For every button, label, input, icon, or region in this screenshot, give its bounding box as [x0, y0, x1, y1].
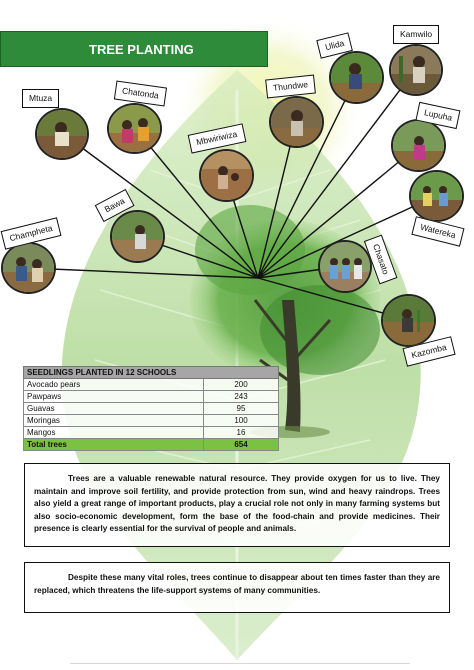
label-kamwilo: Kamwilo	[393, 25, 439, 44]
table-cell-value: 95	[204, 403, 279, 415]
label-ulida: Ulida	[316, 32, 353, 58]
table-cell-value: 200	[204, 379, 279, 391]
photo-lupuha	[391, 119, 446, 172]
label-watereka: Watereka	[412, 216, 465, 246]
text-box-importance	[24, 463, 450, 547]
label-chasato: Chasato	[364, 235, 397, 284]
photo-mtuza	[35, 108, 89, 160]
table-row	[24, 427, 279, 439]
photo-bawa	[110, 210, 165, 263]
photo-mbwiriwiza	[199, 149, 254, 202]
table-row	[24, 415, 279, 427]
table-cell-value: 16	[204, 427, 279, 439]
line-champheta	[28, 268, 258, 278]
label-mtuza: Mtuza	[22, 89, 59, 108]
label-champheta: Champheta	[1, 217, 62, 249]
photo-ulida	[329, 51, 384, 104]
text-box-threat	[24, 562, 450, 613]
photo-champheta	[1, 242, 56, 294]
page-title: TREE PLANTING	[89, 41, 194, 57]
label-chatonda: Chatonda	[114, 81, 167, 106]
photo-kazomba	[381, 294, 436, 347]
photo-thundwe	[269, 96, 324, 148]
table-header-row	[24, 367, 279, 379]
table-row	[24, 379, 279, 391]
label-kazomba: Kazomba	[403, 336, 456, 366]
paragraph-importance: Trees are a valuable renewable natural resource. They provide oxygen for us to live. They maintain and improve soil fertility, and provide protection from sun, wind and heavy raindrops. Trees also yield a great range of important products, play a crucial role not only in many farming systems but also socio-economic development, form the base of the food-chain and provide medicines. Their presence is clearly essential for the survival of people and animals.	[34, 474, 440, 533]
label-mbwiriwiza: Mbwiriwiza	[188, 123, 246, 153]
photo-chasato	[318, 240, 372, 293]
table-cell-value: 243	[204, 391, 279, 403]
photo-chatonda	[107, 103, 162, 154]
label-lupuha: Lupuha	[416, 102, 461, 129]
label-bawa: Bawa	[95, 189, 135, 222]
table-header: SEEDLINGS PLANTED IN 12 SCHOOLS	[24, 367, 279, 379]
table-row	[24, 403, 279, 415]
label-thundwe: Thundwe	[265, 74, 316, 98]
table-cell-item: Avocado pears	[24, 379, 204, 391]
table-cell-item: Mangos	[24, 427, 204, 439]
table-total-label: Total trees	[24, 439, 204, 451]
table-cell-item: Guavas	[24, 403, 204, 415]
photo-kamwilo	[389, 44, 443, 96]
table-total-row	[24, 439, 279, 451]
seedlings-table	[23, 366, 279, 451]
photo-watereka	[409, 170, 464, 222]
table-cell-item: Pawpaws	[24, 391, 204, 403]
table-row	[24, 391, 279, 403]
paragraph-threat: Despite these many vital roles, trees continue to disappear about ten times faster than they are replaced, which threatens the life-support systems of many communities.	[34, 573, 440, 595]
table-cell-value: 100	[204, 415, 279, 427]
table-total-value: 654	[204, 439, 279, 451]
footer-divider	[70, 663, 410, 664]
table-cell-item: Moringas	[24, 415, 204, 427]
